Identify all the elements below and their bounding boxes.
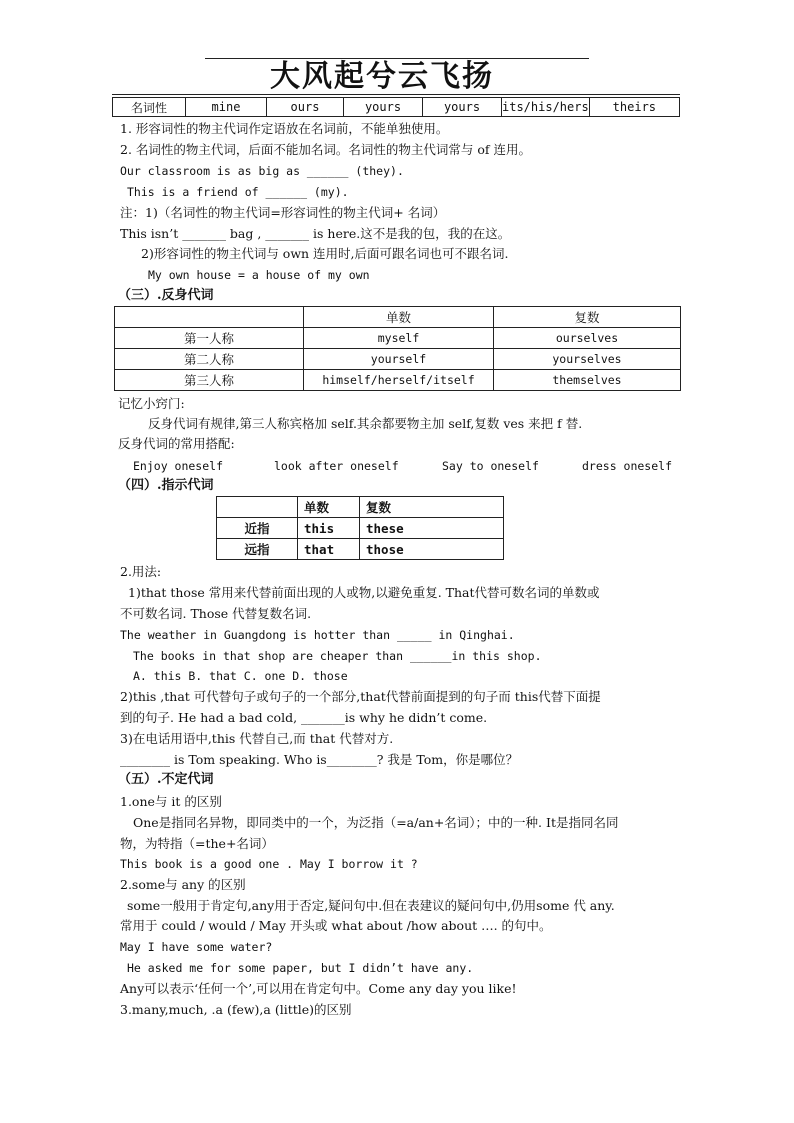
table-cell: yourself xyxy=(304,349,494,370)
usage-title: 2.用法: xyxy=(120,564,162,579)
table-row xyxy=(115,370,681,391)
table-cell: 第一人称 xyxy=(115,328,304,349)
table-cell: that xyxy=(298,539,360,560)
table-cell: themselves xyxy=(494,370,681,391)
answer-options: A. this B. that C. one D. those xyxy=(133,669,348,683)
table-header-cell xyxy=(115,307,304,328)
table-cell: 第二人称 xyxy=(115,349,304,370)
table-header-cell: 单数 xyxy=(298,497,360,518)
collocation-item: dress oneself xyxy=(582,459,673,473)
usage-line: Any可以表示‘任何一个’,可以用在肯定句中。Come any day you like! xyxy=(120,981,517,996)
table-header-cell xyxy=(217,497,298,518)
usage-line: 2)this ,that 可代替句子或句子的一个部分,that代替前面提到的句子而 this代替下面提 xyxy=(120,689,601,704)
table-row xyxy=(217,539,504,560)
section-heading-demonstrative: （四）.指示代词 xyxy=(118,478,214,493)
table-cell: these xyxy=(360,518,504,539)
reflexive-table xyxy=(114,306,681,391)
table-row xyxy=(113,98,680,117)
text-line: 2. 名词性的物主代词，后面不能加名词。名词性的物主代词常与 of 连用。 xyxy=(120,142,531,157)
table-cell: ours xyxy=(267,98,344,117)
table-cell: theirs xyxy=(589,98,679,117)
demonstrative-table xyxy=(216,496,504,560)
table-cell: yours xyxy=(423,98,502,117)
subheading: 1.one与 it 的区别 xyxy=(120,794,222,809)
table-header-cell: 复数 xyxy=(360,497,504,518)
note-line: 注：1)（名词性的物主代词=形容词性的物主代词+ 名词） xyxy=(120,205,446,220)
table-cell: those xyxy=(360,539,504,560)
example-line: My own house = a house of my own xyxy=(148,268,370,282)
collocation-title: 反身代词的常用搭配: xyxy=(118,436,235,451)
table-row xyxy=(217,518,504,539)
note-line: 2)形容词性的物主代词与 own 连用时,后面可跟名词也可不跟名词. xyxy=(141,246,509,261)
section-heading-indefinite: （五）.不定代词 xyxy=(118,772,214,787)
usage-line: 到的句子. He had a bad cold, _______is why he didn’t come. xyxy=(120,710,488,725)
example-line: This book is a good one . May I borrow it ? xyxy=(120,857,418,871)
table-header-cell: 复数 xyxy=(494,307,681,328)
table-header-row xyxy=(217,497,504,518)
usage-line: 物，为特指（=the+名词） xyxy=(120,836,274,851)
memory-tip-title: 记忆小窍门: xyxy=(118,396,185,411)
example-line: The books in that shop are cheaper than ______in this shop. xyxy=(133,649,542,663)
usage-line: 不可数名词. Those 代替复数名词. xyxy=(120,606,312,621)
table-header-cell: 单数 xyxy=(304,307,494,328)
example-line: May I have some water? xyxy=(120,940,273,954)
usage-line: One是指同名异物，即同类中的一个，为泛指（=a/an+名词）；中的一种. It是指同名同 xyxy=(133,815,619,830)
example-line: This is a friend of ______ (my). xyxy=(127,185,349,199)
example-line: Our classroom is as big as ______ (they). xyxy=(120,164,404,178)
table-cell: yourselves xyxy=(494,349,681,370)
table-cell: 远指 xyxy=(217,539,298,560)
header-rule-bottom xyxy=(112,94,680,95)
subheading: 2.some与 any 的区别 xyxy=(120,877,246,892)
table-cell: this xyxy=(298,518,360,539)
table-header-row xyxy=(115,307,681,328)
collocation-item: look after oneself xyxy=(274,459,399,473)
collocation-item: Say to oneself xyxy=(442,459,539,473)
example-line: ________ is Tom speaking. Who is________? 我是 Tom，你是哪位？ xyxy=(120,752,519,767)
table-cell: ourselves xyxy=(494,328,681,349)
table-cell: yours xyxy=(344,98,423,117)
usage-line: some一般用于肯定句,any用于否定,疑问句中.但在表建议的疑问句中,仍用some 代 any. xyxy=(127,898,615,913)
table-cell: myself xyxy=(304,328,494,349)
usage-line: 3)在电话用语中,this 代替自己,而 that 代替对方. xyxy=(120,731,394,746)
subheading: 3.many,much, .a (few),a (little)的区别 xyxy=(120,1002,352,1017)
example-line: This isn’t _______ bag , _______ is here.这不是我的包，我的在这。 xyxy=(120,226,511,241)
table-cell: 第三人称 xyxy=(115,370,304,391)
example-line: The weather in Guangdong is hotter than _____ in Qinghai. xyxy=(120,628,515,642)
pronoun-table xyxy=(112,97,680,117)
table-cell: 近指 xyxy=(217,518,298,539)
collocation-item: Enjoy oneself xyxy=(133,459,224,473)
table-cell: 名词性 xyxy=(113,98,186,117)
memory-tip-text: 反身代词有规律,第三人称宾格加 self.其余都要物主加 self,复数 ves 来把 f 替. xyxy=(148,416,583,431)
text-line: 1. 形容词性的物主代词作定语放在名词前，不能单独使用。 xyxy=(120,121,449,136)
table-cell: mine xyxy=(186,98,267,117)
table-cell: its/his/hers xyxy=(502,98,590,117)
section-heading-reflexive: （三）.反身代词 xyxy=(118,288,214,303)
table-row xyxy=(115,328,681,349)
table-cell: himself/herself/itself xyxy=(304,370,494,391)
usage-line: 常用于 could / would / May 开头或 what about /how about …. 的句中。 xyxy=(120,918,552,933)
header-title: 大风起兮云飞扬 xyxy=(270,59,494,94)
example-line: He asked me for some paper, but I didn’t have any. xyxy=(127,961,474,975)
usage-line: 1)that those 常用来代替前面出现的人或物,以避免重复. That代替可数名词的单数或 xyxy=(128,585,600,600)
table-row xyxy=(115,349,681,370)
